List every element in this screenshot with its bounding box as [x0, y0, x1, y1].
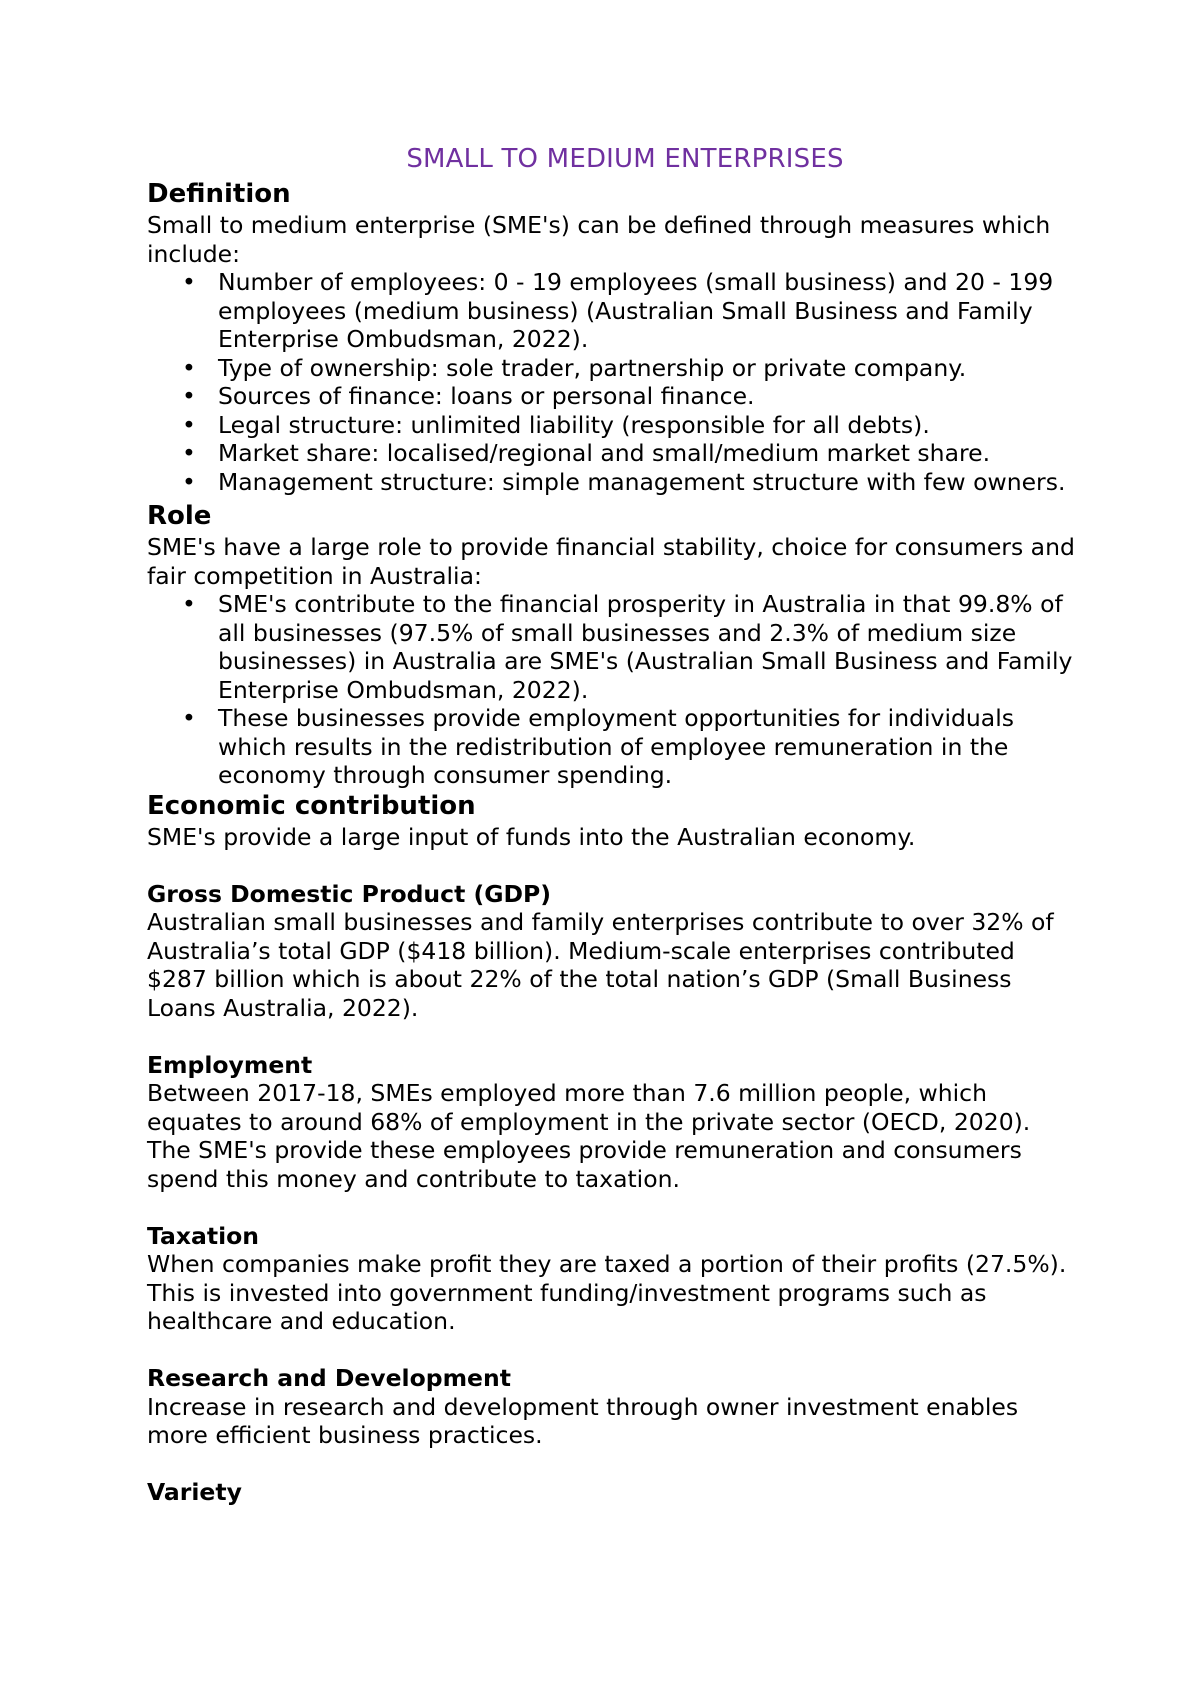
- list-item: [147, 382, 1077, 411]
- role-heading: Role: [147, 501, 212, 531]
- bullet-icon: •: [182, 439, 196, 467]
- bullet-icon: •: [182, 353, 196, 382]
- paragraph-spacer: [147, 1450, 1077, 1479]
- bullet-icon: •: [182, 467, 196, 496]
- list-item: [147, 468, 1077, 497]
- list-item-text: SME's contribute to the financial prosperity in Australia in that 99.8% of all businesses (97.5% of small businesses and 2.3% of medium size businesses) in Australia are SME's (Australian Small Business and Family Enterprise Ombudsman, 2022).: [218, 590, 1073, 704]
- bullet-icon: •: [182, 268, 196, 296]
- variety-heading: Variety: [147, 1478, 242, 1506]
- list-item: [147, 439, 1077, 468]
- list-item: [147, 268, 1077, 354]
- list-item-text: Number of employees: 0 - 19 employees (small business) and 20 - 199 employees (medium business) (Australian Small Business and Family Enterprise Ombudsman, 2022).: [218, 268, 1054, 353]
- definition-heading: Definition: [147, 179, 291, 209]
- document-title: SMALL TO MEDIUM ENTERPRISES: [406, 144, 844, 174]
- paragraph-spacer: [147, 1336, 1077, 1365]
- research-development-heading: Research and Development: [147, 1364, 511, 1392]
- list-item-text: Legal structure: unlimited liability (responsible for all debts).: [218, 410, 930, 439]
- list-item: [147, 411, 1077, 440]
- list-item: [147, 590, 1077, 704]
- taxation-heading: Taxation: [147, 1221, 260, 1250]
- bullet-icon: •: [182, 704, 196, 732]
- paragraph-spacer: [147, 851, 1077, 880]
- paragraph-spacer: [147, 1022, 1077, 1051]
- bullet-icon: •: [182, 382, 196, 410]
- gdp-body: Australian small businesses and family enterprises contribute to over 32% of Australia’s total GDP ($418 billion). Medium-scale enterprises contributed $287 billion which is about 22% of the total nation’s GDP (Small Business Loans Australia, 2022).: [147, 908, 1054, 1022]
- research-development-body: Increase in research and development through owner investment enables more efficient business practices.: [147, 1392, 1019, 1449]
- employment-body: Between 2017-18, SMEs employed more than 7.6 million people, which equates to around 68% of employment in the private sector (OECD, 2020). The SME's provide these employees provide remuneration and consumers spend this money and contribute to taxation.: [147, 1079, 1031, 1193]
- definition-intro: Small to medium enterprise (SME's) can be defined through measures which include:: [147, 211, 1051, 268]
- list-item-text: Type of ownership: sole trader, partnership or private company.: [218, 353, 967, 382]
- role-intro: SME's have a large role to provide financial stability, choice for consumers and fair competition in Australia:: [147, 533, 1075, 590]
- role-list: [147, 590, 1077, 790]
- gdp-heading: Gross Domestic Product (GDP): [147, 879, 551, 908]
- list-item-text: Sources of finance: loans or personal finance.: [218, 382, 755, 410]
- paragraph-spacer: [147, 1193, 1077, 1222]
- definition-list: [147, 268, 1077, 496]
- economic-contribution-intro: SME's provide a large input of funds into the Australian economy.: [147, 822, 916, 851]
- taxation-body: When companies make profit they are taxed a portion of their profits (27.5%). This is invested into government funding/investment programs such as healthcare and education.: [147, 1250, 1067, 1335]
- document-page: [147, 143, 1077, 1507]
- bullet-icon: •: [182, 590, 196, 618]
- list-item-text: Market share: localised/regional and small/medium market share.: [218, 439, 991, 467]
- bullet-icon: •: [182, 410, 196, 439]
- list-item-text: Management structure: simple management structure with few owners.: [218, 467, 1066, 496]
- list-item-text: These businesses provide employment opportunities for individuals which results in the redistribution of employee remuneration in the economy through consumer spending.: [218, 704, 1014, 789]
- economic-contribution-heading: Economic contribution: [147, 790, 476, 821]
- employment-heading: Employment: [147, 1050, 313, 1079]
- list-item: [147, 354, 1077, 383]
- list-item: [147, 704, 1077, 790]
